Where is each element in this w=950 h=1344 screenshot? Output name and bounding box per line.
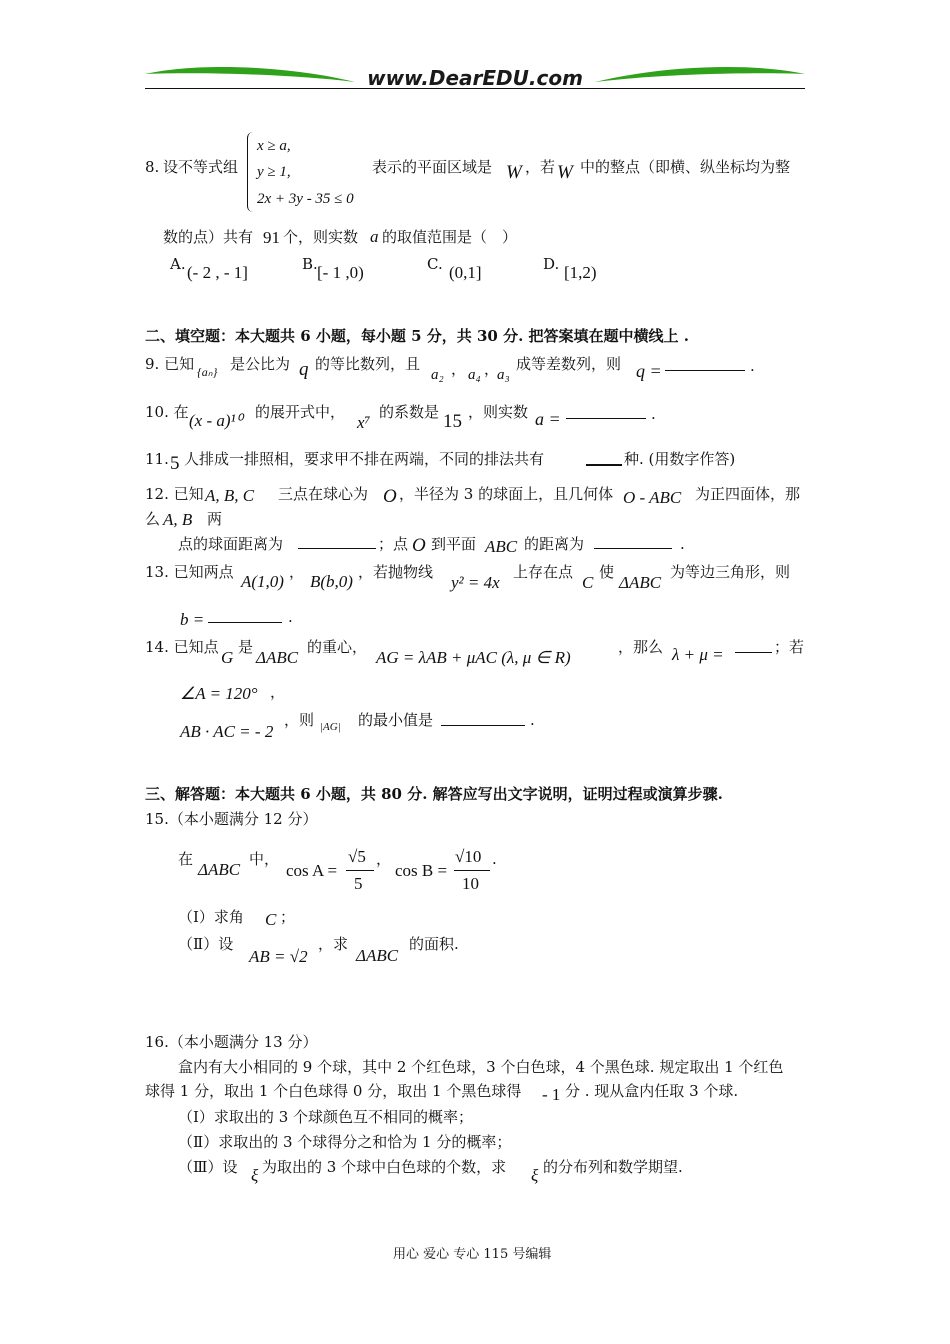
- q14-vec: AG = λAB + μAC (λ, μ ∈ R): [376, 648, 571, 667]
- q12-solid: O - ABC: [623, 488, 682, 507]
- q8-optD-label: D.: [543, 255, 560, 273]
- q9-a3: a₃: [497, 367, 510, 383]
- q9-answer-blank[interactable]: [665, 358, 745, 371]
- q8-a: a: [370, 227, 379, 246]
- q13-t2: 上存在点: [513, 563, 574, 581]
- q14-absAG: |AG|: [320, 721, 341, 733]
- q8-sys1: x ≥ a,: [257, 138, 291, 154]
- right-swoosh: [595, 67, 805, 82]
- q10-answer-blank[interactable]: [566, 406, 646, 419]
- q8-if: ，若: [525, 158, 556, 176]
- q13-end: .: [288, 608, 293, 626]
- q15-p2tri: ΔABC: [356, 946, 399, 965]
- q12-line3a: 点的球面距离为: [178, 535, 284, 553]
- q15-cosB: cos B =: [395, 861, 448, 880]
- q13-parab: y² = 4x: [451, 573, 500, 592]
- q10-end: .: [651, 405, 656, 423]
- q8-line2c: 的取值范围是（ ）: [382, 228, 518, 246]
- q14-dot: AB · AC = - 2: [180, 722, 274, 741]
- q13-A: A(1,0): [241, 572, 284, 591]
- q9-q-eq: q =: [636, 361, 662, 381]
- q14-t2: 的重心，: [307, 638, 368, 656]
- q15-p2: （Ⅱ）设: [178, 935, 234, 953]
- q10-15: 15: [443, 411, 462, 432]
- q15-cosA-bar: [346, 870, 374, 871]
- q11-answer-blank[interactable]: [586, 451, 622, 466]
- q11-tail: 种. (用数字作答): [624, 450, 736, 468]
- q8-num: 8.: [145, 158, 160, 176]
- header-rule: [145, 88, 805, 89]
- q9-sep1: ，: [451, 360, 467, 378]
- q8-brace: [247, 132, 254, 212]
- q10-expr: (x - a)¹⁰: [189, 411, 243, 430]
- q14-answer2-blank[interactable]: [441, 712, 525, 726]
- q8-optC: (0,1]: [449, 263, 482, 282]
- q8-lead: 设不等式组: [163, 158, 239, 176]
- q14-t1: 是: [238, 638, 254, 656]
- q12-O: O: [383, 486, 397, 507]
- q12-line2b: 两: [207, 510, 223, 528]
- q8-mid: 表示的平面区域是: [372, 158, 493, 176]
- q10-t1: 的展开式中，: [255, 403, 346, 421]
- q10-num: 10. 在: [145, 403, 189, 421]
- q16-p3a: （Ⅲ）设: [178, 1158, 238, 1176]
- q12-answer1-blank[interactable]: [298, 536, 376, 549]
- q9-a2: a₂: [431, 367, 444, 383]
- q9-an: {aₙ}: [197, 365, 218, 379]
- section3-title: 三、解答题：本大题共 6 小题，共 80 分. 解答应写出文字说明，证明过程或演算步骤.: [145, 785, 723, 803]
- q15-sep: ，: [376, 850, 392, 868]
- q12-answer2-blank[interactable]: [594, 536, 672, 549]
- q8-optD: [1,2): [564, 263, 597, 282]
- q14-t6: 的最小值是: [358, 711, 434, 729]
- section2-title: 二、填空题：本大题共 6 小题，每小题 5 分，共 30 分. 把答案填在题中横线上 .: [145, 327, 689, 345]
- q10-t3: ，则实数: [468, 403, 529, 421]
- q15-p1: （Ⅰ）求角: [178, 908, 244, 926]
- q15-tri: ΔABC: [198, 860, 241, 879]
- q15-head: 15.（本小题满分 12 分）: [145, 810, 318, 828]
- q15-zhong: 中，: [249, 850, 280, 868]
- q12-pts: A, B, C: [205, 486, 255, 505]
- q14-tri: ΔABC: [256, 648, 299, 667]
- q15-in: 在: [178, 850, 194, 868]
- q15-cosA-num: √5: [348, 847, 366, 866]
- q16-xi1: ξ: [251, 1166, 259, 1185]
- q15-p2AB: AB = √2: [249, 947, 308, 966]
- q14-num: 14. 已知点: [145, 638, 219, 656]
- q8-optA: (- 2 , - 1]: [187, 263, 248, 282]
- q12-ABC: ABC: [485, 537, 518, 556]
- q16-p1: （Ⅰ）求取出的 3 个球颜色互不相同的概率；: [178, 1108, 474, 1126]
- q8-W2: W: [557, 162, 573, 183]
- q8-line2a: 数的点）共有: [163, 228, 254, 246]
- q11-5: 5: [170, 453, 180, 474]
- q9-a4: a₄: [468, 367, 481, 383]
- q14-t3: ，那么: [618, 638, 664, 656]
- q13-C: C: [582, 573, 594, 592]
- q10-a-eq: a =: [535, 409, 561, 429]
- q16-neg1: - 1: [542, 1085, 561, 1104]
- q12-t1: 三点在球心为: [278, 485, 369, 503]
- left-swoosh: [145, 67, 355, 82]
- q12-t2: ，半径为 3 的球面上，且几何体: [399, 485, 614, 503]
- q12-O2: O: [412, 535, 426, 556]
- q13-num: 13. 已知两点: [145, 563, 234, 581]
- q14-end: .: [530, 711, 535, 729]
- q14-angle: ∠A = 120°: [180, 684, 258, 703]
- q15-cosA: cos A =: [286, 861, 338, 880]
- q15-cosA-den: 5: [354, 874, 363, 893]
- q15-cosB-num: √10: [455, 847, 482, 866]
- q14-t4: ；若: [774, 638, 805, 656]
- q16-l2b: 分 . 现从盒内任取 3 个球.: [565, 1082, 739, 1100]
- q9-end: .: [750, 357, 755, 375]
- q16-p3c: 的分布列和数学期望.: [543, 1158, 683, 1176]
- q11-num: 11.: [145, 450, 169, 468]
- q12-line3d: 的距离为: [524, 535, 585, 553]
- q12-end: .: [680, 535, 685, 553]
- q13-B: B(b,0): [310, 572, 353, 591]
- q16-xi2: ξ: [531, 1166, 539, 1185]
- q8-W1: W: [506, 162, 522, 183]
- q11-text: 人排成一排照相，要求甲不排在两端，不同的排法共有: [184, 450, 545, 468]
- q16-head: 16.（本小题满分 13 分）: [145, 1033, 318, 1051]
- q15-p2b: ，求: [318, 935, 349, 953]
- q8-sys3: 2x + 3y - 35 ≤ 0: [257, 191, 354, 207]
- q9-t3: 成等差数列，则: [516, 355, 622, 373]
- q16-p2: （Ⅱ）求取出的 3 个球得分之和恰为 1 分的概率；: [178, 1133, 512, 1151]
- q13-t1: ，若抛物线: [358, 563, 434, 581]
- q9-q: q: [299, 359, 309, 380]
- q13-tri: ΔABC: [619, 573, 662, 592]
- q9-sep2: ，: [484, 360, 500, 378]
- q8-optC-label: C.: [427, 255, 443, 273]
- q8-optB: [- 1 ,0): [317, 263, 364, 282]
- q13-answer-blank[interactable]: [208, 609, 282, 623]
- q10-x7: x⁷: [357, 413, 371, 432]
- q15-p1end: ；: [280, 908, 296, 926]
- q8-sys2: y ≥ 1,: [257, 164, 291, 180]
- q8-line2b: 个，则实数: [283, 228, 359, 246]
- header-logo: [140, 60, 810, 96]
- q12-line3c: 到平面: [431, 535, 477, 553]
- q13-b-eq: b =: [180, 610, 205, 629]
- q15-cosB-bar: [454, 870, 490, 871]
- footer-text: 用心 爱心 专心 115 号编辑: [393, 1247, 552, 1262]
- q14-t5: ，则: [284, 711, 315, 729]
- q8-91: 91: [263, 228, 280, 247]
- q8-optB-label: B.: [302, 255, 318, 273]
- q12-line3b: ；点: [378, 535, 409, 553]
- q9-t1: 是公比为: [230, 355, 291, 373]
- q13-t3: 使: [599, 563, 615, 581]
- q13-c1: ，: [289, 563, 305, 581]
- q8-optA-label: A.: [170, 255, 186, 273]
- q15-p1C: C: [265, 910, 277, 929]
- q15-cosB-den: 10: [462, 874, 479, 893]
- q16-l1: 盒内有大小相同的 9 个球，其中 2 个红色球，3 个白色球，4 个黑色球. 规定取出 1 个红色: [178, 1058, 784, 1076]
- q14-G: G: [221, 648, 234, 667]
- q14-lm: λ + μ =: [672, 645, 724, 664]
- q13-t4: 为等边三角形，则: [670, 563, 791, 581]
- q15-p2c: 的面积.: [409, 935, 459, 953]
- q9-num: 9. 已知: [145, 355, 195, 373]
- q16-p3b: 为取出的 3 个球中白色球的个数，求: [262, 1158, 507, 1176]
- q15-end: .: [492, 850, 497, 868]
- q14-c1: ，: [270, 683, 286, 701]
- q12-AB: A, B: [163, 510, 193, 529]
- q12-num: 12. 已知: [145, 485, 204, 503]
- logo-text: www.DearEDU.com: [367, 66, 583, 90]
- q16-l2a: 球得 1 分，取出 1 个白色球得 0 分，取出 1 个黑色球得: [145, 1082, 522, 1100]
- q12-line2a: 么: [145, 510, 161, 528]
- q9-t2: 的等比数列，且: [315, 355, 421, 373]
- q12-t3: 为正四面体，那: [695, 485, 801, 503]
- q8-tail: 中的整点（即横、纵坐标均为整: [580, 158, 791, 176]
- q10-t2: 的系数是: [379, 403, 440, 421]
- q14-answer1-blank[interactable]: [735, 640, 772, 653]
